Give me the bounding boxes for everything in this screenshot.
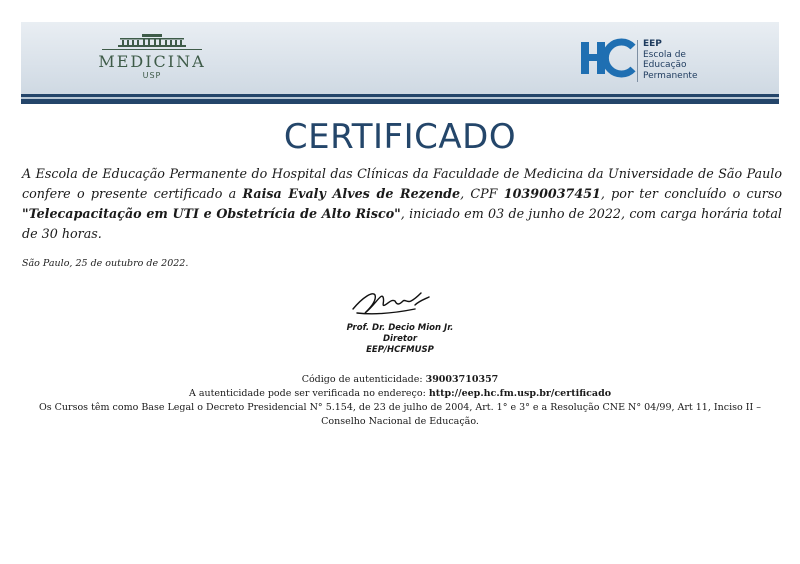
eep-line-1: Escola de [643,49,686,60]
medicina-usp-logo [96,32,208,88]
authenticity-code-line [30,373,770,387]
body-intro: A Escola de Educação Permanente do Hospital das Clínicas da Faculdade de Medicina da Universidade de São Paulo confere o presente certificado a [22,166,782,201]
eep-abbr: EEP [643,39,662,49]
issue-date: São Paulo, 25 de outubro de 2022. [22,258,189,269]
verification-url[interactable]: http://eep.hc.fm.usp.br/certificado [428,388,612,399]
certificate-title: CERTIFICADO [283,117,517,157]
verify-label: A autenticidade pode ser verificada no endereço: [188,388,429,399]
signer-org: EEP/HCFMUSP [366,345,434,355]
signer-role: Diretor [382,334,418,344]
authenticity-code: 39003710357 [425,374,499,385]
code-label: Código de autenticidade: [301,374,426,385]
eep-logo-text [643,39,697,81]
eep-line-3: Permanente [643,70,698,81]
director-signature-icon [345,283,445,323]
logo-rule [102,49,202,51]
course-intro: , por ter concluído o curso [600,186,782,201]
eep-line-2: Educação [643,60,687,70]
usp-mark: USP [142,71,162,80]
medicina-word: MEDICINA [98,52,206,71]
certificate-footer [30,373,770,429]
logo-divider [637,40,638,82]
cpf-label: , CPF [460,186,504,201]
header-stripes [21,94,779,105]
signer-name: Prof. Dr. Decio Mion Jr. [346,323,454,333]
cpf-number: 10390037451 [503,186,601,201]
verification-line [30,387,770,401]
course-details: , iniciado em 03 de junho de 2022, com carga horária total de 30 horas. [22,206,782,241]
certificate-body [22,164,782,244]
hc-logo-icon [581,38,641,82]
faculty-building-icon [116,32,188,48]
signer-block [0,323,800,356]
legal-basis: Os Cursos têm como Base Legal o Decreto Presidencial N° 5.154, de 23 de julho de 2004, Art. 1° e 3° e a Resolução CNE N° 04/99, Art 11, Inciso II – Conselho Nacional de Educação. [38,402,762,427]
course-name: "Telecapacitação em UTI e Obstetrícia de Alto Risco" [22,206,401,221]
recipient-name: Raisa Evaly Alves de Rezende [242,186,461,201]
